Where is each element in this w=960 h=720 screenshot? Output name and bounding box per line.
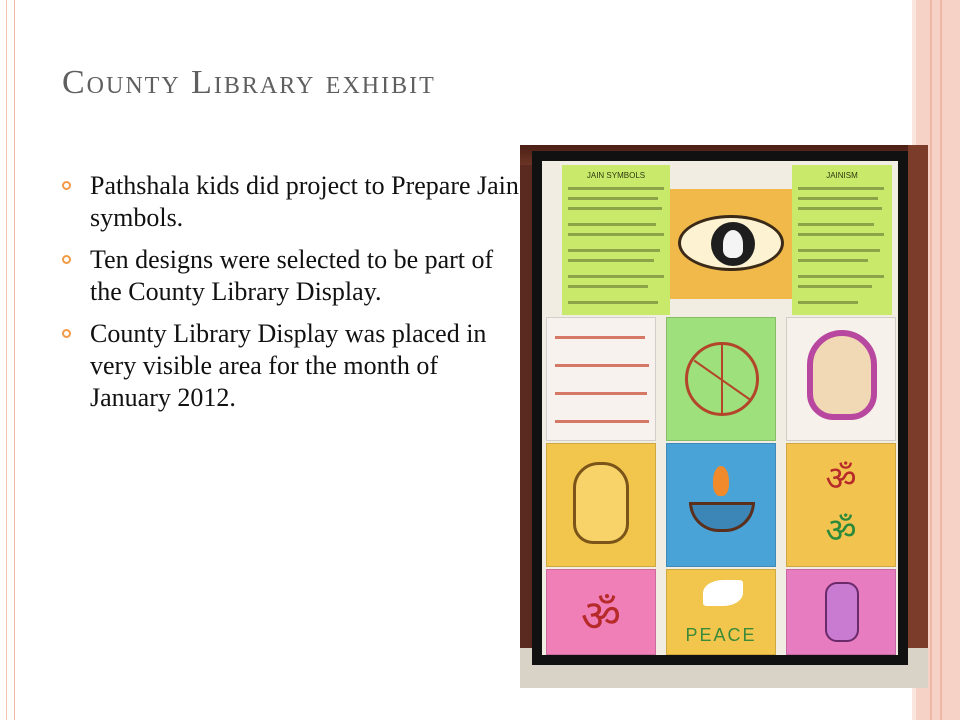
wheel-icon — [685, 342, 759, 416]
slide-left-border — [0, 0, 15, 720]
eye-icon — [678, 215, 784, 271]
om-icon: ॐ — [825, 459, 857, 499]
bullet-marker-icon — [62, 181, 71, 190]
tile-namaste — [786, 317, 896, 441]
panel-heading: JAIN SYMBOLS — [586, 171, 646, 180]
om-icon: ॐ — [580, 591, 622, 642]
hand-icon — [573, 462, 629, 544]
lamp-icon — [689, 502, 755, 532]
bullet-item — [62, 170, 522, 234]
jainism-panel — [792, 165, 892, 315]
tile-acrostic — [546, 317, 656, 441]
flame-icon — [713, 466, 729, 496]
tile-dove — [666, 569, 776, 655]
tile-wheel — [666, 317, 776, 441]
tile-om — [546, 569, 656, 655]
bullet-text: Ten designs were selected to be part of the County Library Display. — [90, 245, 494, 306]
slide-title: County Library exhibit — [62, 64, 436, 101]
bullet-marker-icon — [62, 329, 71, 338]
iris — [711, 222, 755, 266]
peace-word: PEACE — [685, 625, 757, 645]
poster-canvas — [542, 161, 898, 655]
tile-ahimsa-hand — [546, 443, 656, 567]
framed-poster — [532, 151, 908, 665]
tile-peace-hand — [786, 569, 896, 655]
meditating-figure-icon — [723, 230, 743, 258]
bullet-item — [62, 244, 522, 308]
exhibit-photo — [520, 145, 928, 688]
arham-icon: ॐ — [825, 511, 857, 551]
jain-symbols-panel — [562, 165, 670, 315]
face-icon — [807, 330, 877, 420]
tile-om-arham — [786, 443, 896, 567]
tile-diya — [666, 443, 776, 567]
bullet-text: Pathshala kids did project to Prepare Jain symbols. — [90, 171, 519, 232]
panel-heading: JAINISM — [826, 171, 858, 180]
bullet-marker-icon — [62, 255, 71, 264]
eye-drawing — [670, 189, 792, 299]
dove-icon — [703, 580, 743, 606]
bullet-text: County Library Display was placed in very visible area for the month of January 2012. — [90, 319, 487, 412]
bullet-list — [62, 170, 522, 424]
photo-wall-side — [908, 145, 928, 688]
peace-hand-icon — [825, 582, 859, 642]
bullet-item — [62, 318, 522, 414]
